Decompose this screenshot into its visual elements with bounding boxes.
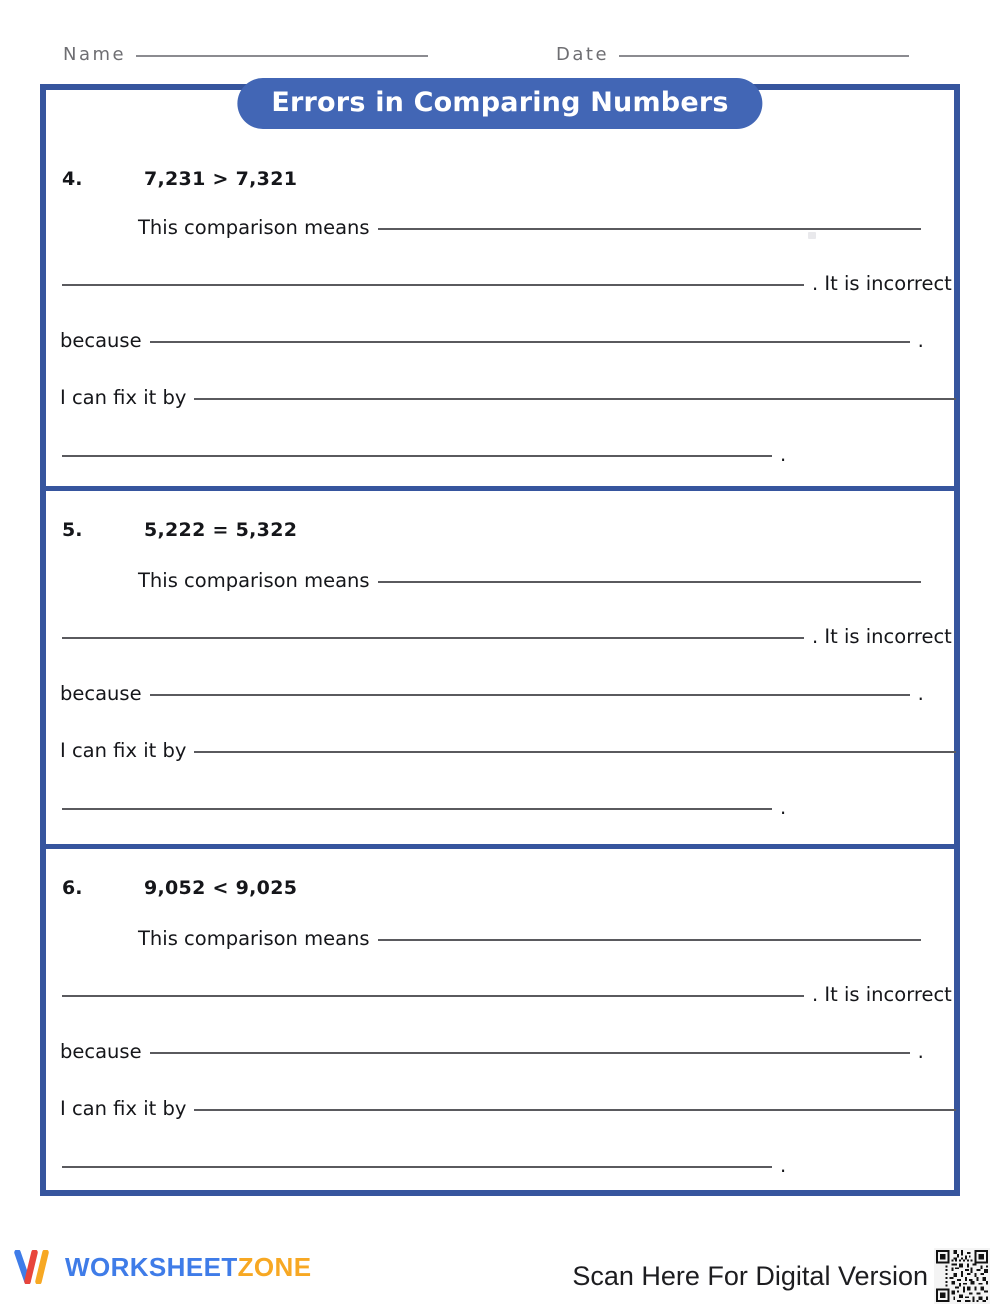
scan-label: Scan Here For Digital Version xyxy=(572,1260,928,1291)
because-line-4 xyxy=(60,329,924,352)
incorrect-tail-5: . It is incorrect xyxy=(812,625,952,648)
worksheet-zone-logo-icon xyxy=(14,1250,56,1284)
means-answer-blank-5[interactable] xyxy=(378,580,921,583)
means-line-5-cont xyxy=(62,625,952,648)
brand-logo[interactable] xyxy=(14,1250,311,1284)
fix-answer-blank-4-cont[interactable] xyxy=(62,454,772,457)
fix-answer-blank-4[interactable] xyxy=(194,397,956,400)
because-prompt-5: because xyxy=(60,682,142,705)
means-line-4-cont xyxy=(62,272,952,295)
means-prompt-4: This comparison means xyxy=(138,216,370,239)
question-number-5: 5. xyxy=(62,519,83,541)
name-input[interactable] xyxy=(136,54,428,57)
fix-answer-blank-6-cont[interactable] xyxy=(62,1165,772,1168)
because-answer-blank-4[interactable] xyxy=(150,340,910,343)
name-field-group xyxy=(63,44,428,65)
fix-answer-blank-5[interactable] xyxy=(194,750,956,753)
because-answer-blank-5[interactable] xyxy=(150,693,910,696)
question-heading-5 xyxy=(62,519,297,541)
because-period-6: . xyxy=(917,1040,924,1063)
fix-period-5: . xyxy=(780,796,787,819)
because-period-5: . xyxy=(917,682,924,705)
because-period-4: . xyxy=(917,329,924,352)
question-expression-5: 5,222 = 5,322 xyxy=(144,519,298,541)
fix-line-4-cont xyxy=(62,443,786,466)
question-expression-6: 9,052 < 9,025 xyxy=(144,877,298,899)
question-number-4: 4. xyxy=(62,168,83,190)
means-line-6 xyxy=(138,927,921,950)
incorrect-tail-4: . It is incorrect xyxy=(812,272,952,295)
means-answer-blank-6[interactable] xyxy=(378,938,921,941)
brand-wordmark xyxy=(65,1252,311,1283)
fix-answer-blank-5-cont[interactable] xyxy=(62,807,772,810)
fix-line-6 xyxy=(60,1097,956,1120)
fix-prompt-5: I can fix it by xyxy=(60,739,187,762)
incorrect-tail-6: . It is incorrect xyxy=(812,983,952,1006)
worksheet-footer xyxy=(0,1228,1000,1294)
fix-prompt-4: I can fix it by xyxy=(60,386,187,409)
block-divider-2 xyxy=(46,844,954,849)
fix-line-6-cont xyxy=(62,1154,786,1177)
fix-prompt-6: I can fix it by xyxy=(60,1097,187,1120)
worksheet-body xyxy=(40,84,960,1196)
fix-period-6: . xyxy=(780,1154,787,1177)
question-heading-4 xyxy=(62,168,297,190)
means-prompt-5: This comparison means xyxy=(138,569,370,592)
means-line-6-cont xyxy=(62,983,952,1006)
means-answer-blank-6-cont[interactable] xyxy=(62,994,804,997)
means-line-5 xyxy=(138,569,921,592)
means-prompt-6: This comparison means xyxy=(138,927,370,950)
name-label: Name xyxy=(63,44,127,65)
fix-line-5-cont xyxy=(62,796,786,819)
qr-code-icon[interactable] xyxy=(934,1248,990,1304)
fix-line-4 xyxy=(60,386,956,409)
fix-period-4: . xyxy=(780,443,787,466)
means-answer-blank-5-cont[interactable] xyxy=(62,636,804,639)
means-answer-blank-4[interactable] xyxy=(378,227,921,230)
because-answer-blank-6[interactable] xyxy=(150,1051,910,1054)
scan-cta[interactable] xyxy=(572,1248,990,1304)
worksheet-header xyxy=(0,44,1000,74)
means-line-4 xyxy=(138,216,921,239)
because-line-6 xyxy=(60,1040,924,1063)
brand-word-worksheet: WORKSHEET xyxy=(65,1251,238,1282)
because-prompt-4: because xyxy=(60,329,142,352)
date-label: Date xyxy=(556,44,610,65)
fix-line-5 xyxy=(60,739,956,762)
fix-answer-blank-6[interactable] xyxy=(194,1108,956,1111)
date-field-group xyxy=(556,44,909,65)
question-expression-4: 7,231 > 7,321 xyxy=(144,168,298,190)
because-prompt-6: because xyxy=(60,1040,142,1063)
means-answer-blank-4-cont[interactable] xyxy=(62,283,804,286)
because-line-5 xyxy=(60,682,924,705)
page-title: Errors in Comparing Numbers xyxy=(237,78,762,129)
question-number-6: 6. xyxy=(62,877,83,899)
question-heading-6 xyxy=(62,877,297,899)
brand-word-zone: ZONE xyxy=(237,1251,312,1282)
block-divider-1 xyxy=(46,486,954,491)
date-input[interactable] xyxy=(619,54,909,57)
